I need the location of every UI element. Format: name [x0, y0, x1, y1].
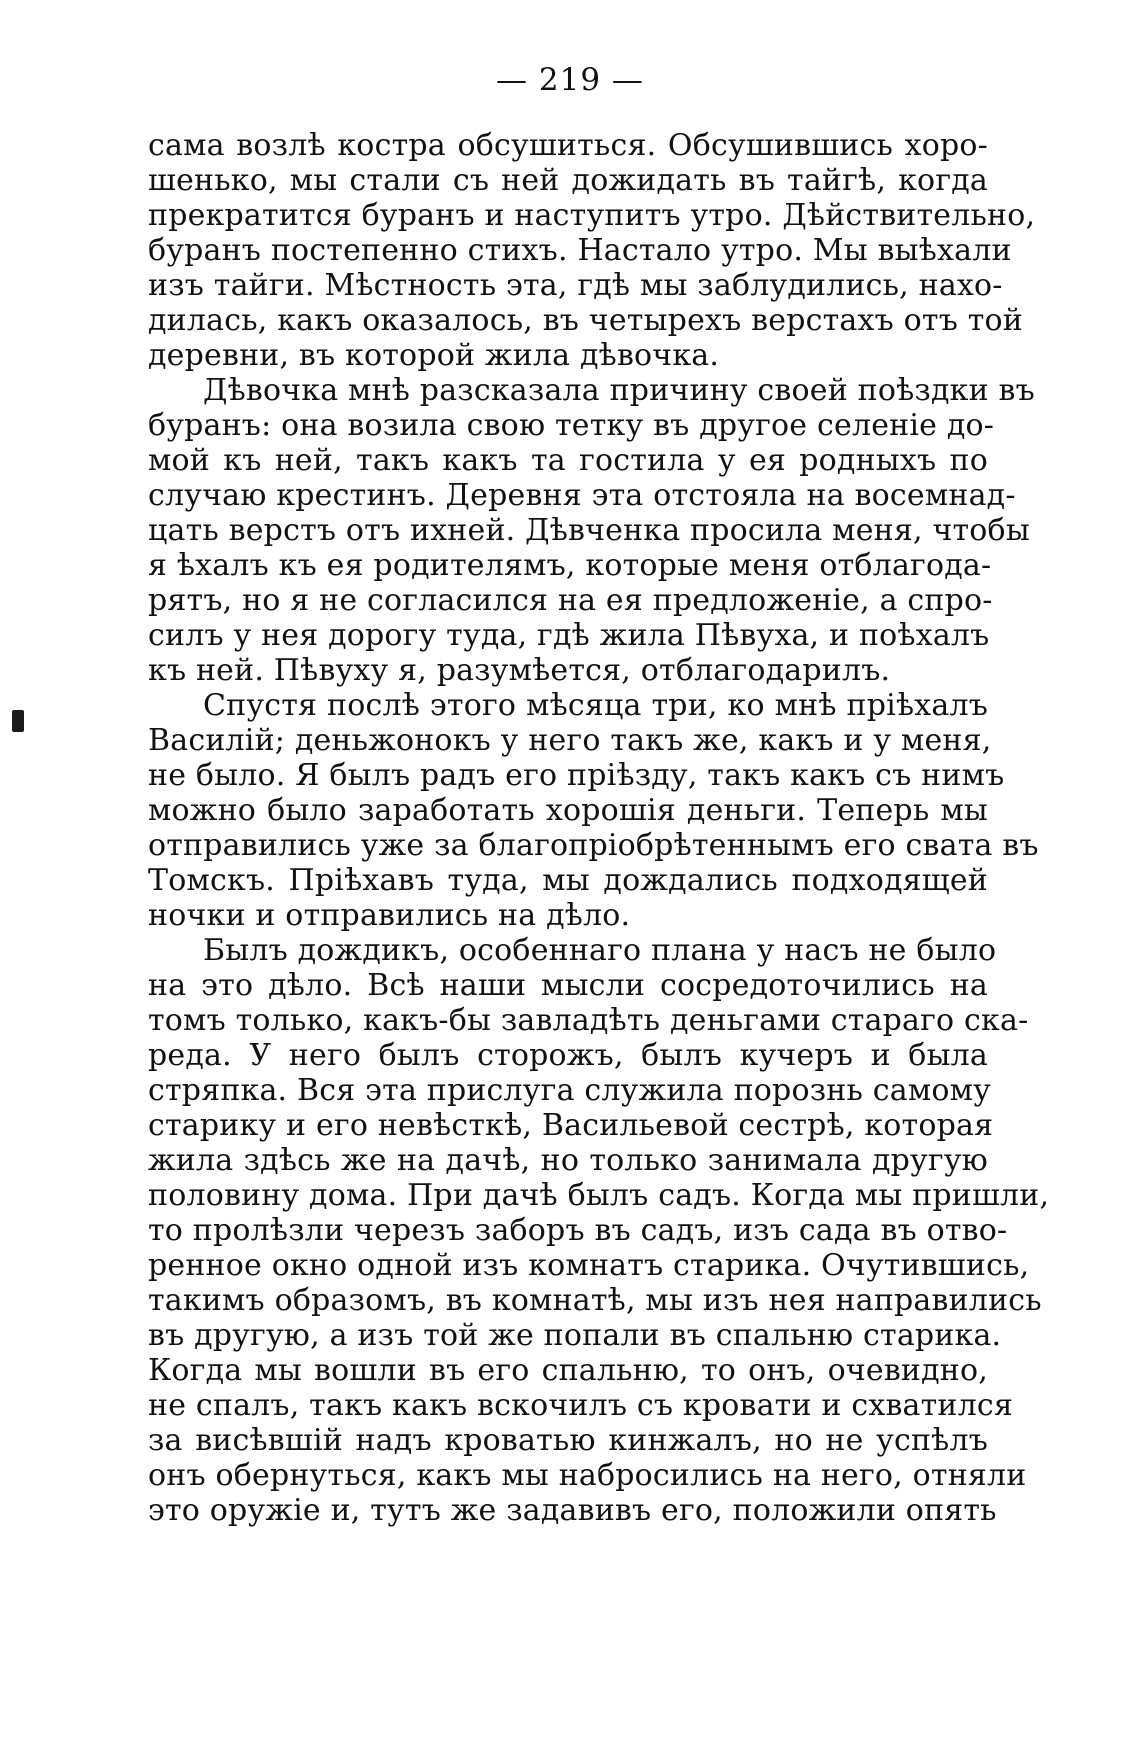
text-line: это оружіе и, тутъ же задавивъ его, положили опять: [148, 1493, 997, 1528]
text-line: шенько, мы стали съ ней дожидать въ тайгѣ, когда: [148, 163, 988, 198]
text-line: Когда мы вошли въ его спальню, то онъ, очевидно,: [148, 1353, 988, 1388]
text-line: реда. У него былъ сторожъ, былъ кучеръ и была: [148, 1038, 988, 1073]
text-line: Былъ дождикъ, особеннаго плана у насъ не было: [203, 933, 997, 968]
text-line: Василій; деньжонокъ у него такъ же, какъ и у меня,: [148, 723, 992, 758]
text-line: стряпка. Вся эта прислуга служила порознь самому: [148, 1073, 992, 1108]
page-number: — 219 —: [496, 62, 644, 98]
text-line: цать верстъ отъ ихней. Дѣвченка просила меня, чтобы: [148, 513, 1030, 548]
text-line: буранъ: она возила свою тетку въ другое селеніе до-: [148, 408, 995, 443]
body-text: [148, 128, 1050, 1528]
text-line: отправились уже за благопріобрѣтеннымъ его свата въ: [148, 828, 1039, 863]
text-line: прекратится буранъ и наступитъ утро. Дѣйствительно,: [148, 198, 1036, 233]
text-line: въ другую, а изъ той же попали въ спальню старика.: [148, 1318, 1002, 1353]
text-line: дилась, какъ оказалось, въ четырехъ верстахъ отъ той: [148, 303, 1023, 338]
text-line: я ѣхалъ къ ея родителямъ, которые меня отблагода-: [148, 548, 992, 583]
text-line: на это дѣло. Всѣ наши мысли сосредоточились на: [148, 968, 988, 1003]
text-line: деревни, въ которой жила дѣвочка.: [148, 338, 720, 373]
text-line: онъ обернуться, какъ мы набросились на него, отняли: [148, 1458, 1027, 1493]
text-line: жила здѣсь же на дачѣ, но только занимала другую: [148, 1143, 988, 1178]
text-line: къ ней. Пѣвуху я, разумѣется, отблагодарилъ.: [148, 653, 891, 688]
text-line: буранъ постепенно стихъ. Настало утро. Мы выѣхали: [148, 233, 1012, 268]
text-line: рятъ, но я не согласился на ея предложеніе, а спро-: [148, 583, 993, 618]
text-line: можно было заработать хорошія деньги. Теперь мы: [148, 793, 988, 828]
margin-mark: [12, 710, 24, 732]
text-line: ночки и отправились на дѣло.: [148, 898, 631, 933]
text-line: не спалъ, такъ какъ вскочилъ съ кровати и схватился: [148, 1388, 1014, 1423]
text-line: случаю крестинъ. Деревня эта отстояла на восемнад-: [148, 478, 1016, 513]
text-line: мой къ ней, такъ какъ та гостила у ея родныхъ по: [148, 443, 988, 478]
text-line: Спустя послѣ этого мѣсяца три, ко мнѣ пріѣхалъ: [203, 688, 988, 723]
text-line: томъ только, какъ-бы завладѣть деньгами стараго ска-: [148, 1003, 1029, 1038]
text-line: Дѣвочка мнѣ разсказала причину своей поѣздки въ: [203, 373, 1035, 408]
text-line: половину дома. При дачѣ былъ садъ. Когда мы пришли,: [148, 1178, 1050, 1213]
text-line: сама возлѣ костра обсушиться. Обсушившись хоро-: [148, 128, 988, 163]
text-line: не было. Я былъ радъ его пріѣзду, такъ какъ съ нимъ: [148, 758, 1005, 793]
text-line: изъ тайги. Мѣстность эта, гдѣ мы заблудились, нахо-: [148, 268, 1003, 303]
text-line: силъ у нея дорогу туда, гдѣ жила Пѣвуха, и поѣхалъ: [148, 618, 990, 653]
text-line: такимъ образомъ, въ комнатѣ, мы изъ нея направились: [148, 1283, 1042, 1318]
text-line: старику и его невѣсткѣ, Васильевой сестрѣ, которая: [148, 1108, 994, 1143]
text-line: ренное окно одной изъ комнатъ старика. Очутившись,: [148, 1248, 1030, 1283]
text-line: Томскъ. Пріѣхавъ туда, мы дождались подходящей: [148, 863, 988, 898]
text-line: то пролѣзли черезъ заборъ въ садъ, изъ сада въ отво-: [148, 1213, 1008, 1248]
text-line: за висѣвшій надъ кроватью кинжалъ, но не успѣлъ: [148, 1423, 988, 1458]
